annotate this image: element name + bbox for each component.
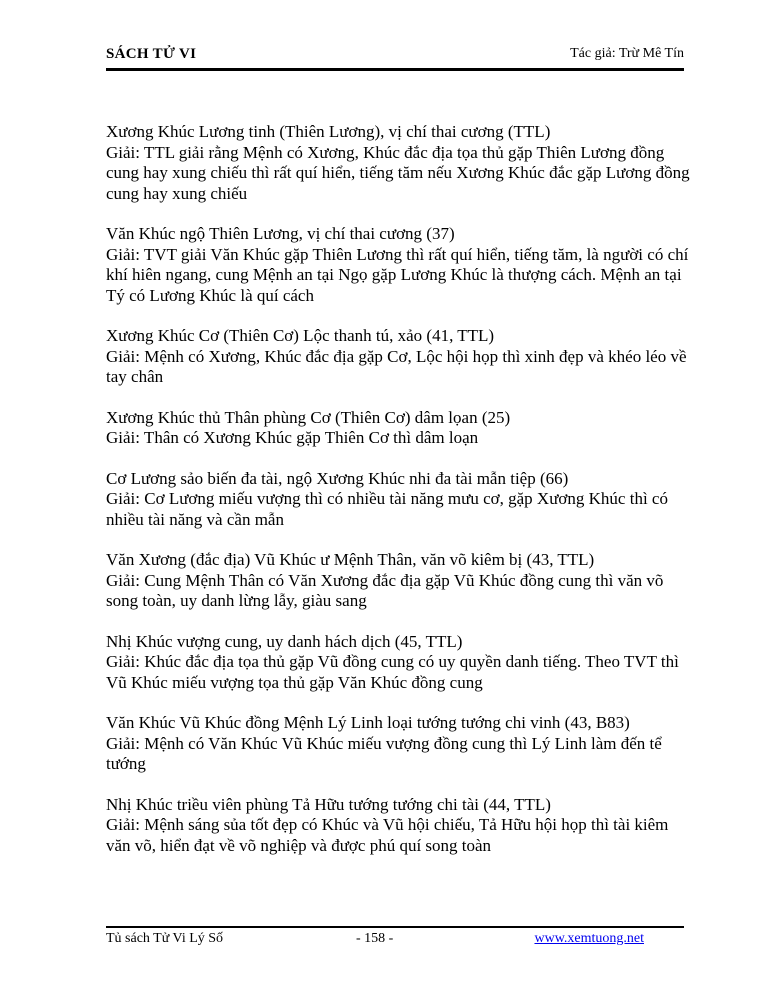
entry [106,795,696,857]
entry [106,713,696,775]
entry [106,326,696,388]
entry-title: Văn Khúc Vũ Khúc đồng Mệnh Lý Linh loại tướng tướng chi vinh (43, B83) [106,713,630,732]
book-title: SÁCH TỬ VI [106,46,197,62]
author-label: Tác giả: Trừ Mê Tín [570,46,684,61]
document-body [106,122,696,876]
entry-title: Văn Xương (đắc địa) Vũ Khúc ư Mệnh Thân, văn võ kiêm bị (43, TTL) [106,550,595,569]
entry [106,122,696,204]
entry-explanation: Giải: Thân có Xương Khúc gặp Thiên Cơ thì dâm loạn [106,428,479,447]
entry-title: Cơ Lương sảo biến đa tài, ngộ Xương Khúc nhi đa tài mẫn tiệp (66) [106,468,569,488]
entry-explanation: Giải: Mệnh có Văn Khúc Vũ Khúc miếu vượng đồng cung thì Lý Linh làm đến tể tướng [106,733,662,773]
entry-explanation: Giải: Khúc đắc địa tọa thủ gặp Vũ đồng cung có uy quyền danh tiếng. Theo TVT thì Vũ Khúc miếu vượng tọa thủ gặp Văn Khúc đồng cung [106,652,679,692]
entry [106,224,696,306]
entry [106,469,696,531]
entry-explanation: Giải: Mệnh sáng sủa tốt đẹp có Khúc và Vũ hội chiếu, Tả Hữu hội họp thì tài kiêm văn võ, hiển đạt về võ nghiệp và được phú quí song toàn [106,815,669,855]
entry [106,408,696,449]
page-footer [106,926,684,950]
page-header [106,44,684,71]
website-link[interactable]: www.xemtuong.net [534,931,644,946]
entry-explanation: Giải: Cung Mệnh Thân có Văn Xương đắc địa gặp Vũ Khúc đồng cung thì văn võ song toàn, uy danh lừng lẫy, giàu sang [106,570,664,610]
entry [106,550,696,612]
entry-title: Xương Khúc Lương tinh (Thiên Lương), vị chí thai cương (TTL) [106,122,551,141]
series-name: Tủ sách Tử Vi Lý Số [106,931,224,946]
entry-title: Văn Khúc ngộ Thiên Lương, vị chí thai cương (37) [106,224,455,243]
entry-title: Xương Khúc thủ Thân phùng Cơ (Thiên Cơ) dâm lọan (25) [106,407,511,427]
entry-explanation: Giải: TVT giải Văn Khúc gặp Thiên Lương thì rất quí hiển, tiếng tăm, là người có chí khí hiên ngang, cung Mệnh an tại Ngọ gặp Lương Khúc là thượng cách. Mệnh an tại Tý có Lương Khúc là quí cách [106,244,689,305]
entry-explanation: Giải: Mệnh có Xương, Khúc đắc địa gặp Cơ, Lộc hội họp thì xinh đẹp và khéo léo về tay chân [106,346,687,386]
entry-explanation: Giải: Cơ Lương miếu vượng thì có nhiều tài năng mưu cơ, gặp Xương Khúc thì có nhiều tài năng và cần mẫn [106,489,668,529]
entry [106,632,696,694]
page-number: - 158 - [356,931,394,946]
entry-title: Xương Khúc Cơ (Thiên Cơ) Lộc thanh tú, xảo (41, TTL) [106,326,495,345]
entry-explanation: Giải: TTL giải rằng Mệnh có Xương, Khúc đắc địa tọa thủ gặp Thiên Lương đồng cung hay xung chiếu thì rất quí hiển, tiếng tăm nếu Xương Khúc đắc gặp Lương đồng cung hay xung chiếu [106,142,690,203]
entry-title: Nhị Khúc triều viên phùng Tả Hữu tướng tướng chi tài (44, TTL) [106,794,551,814]
entry-title: Nhị Khúc vượng cung, uy danh hách dịch (45, TTL) [106,631,463,651]
